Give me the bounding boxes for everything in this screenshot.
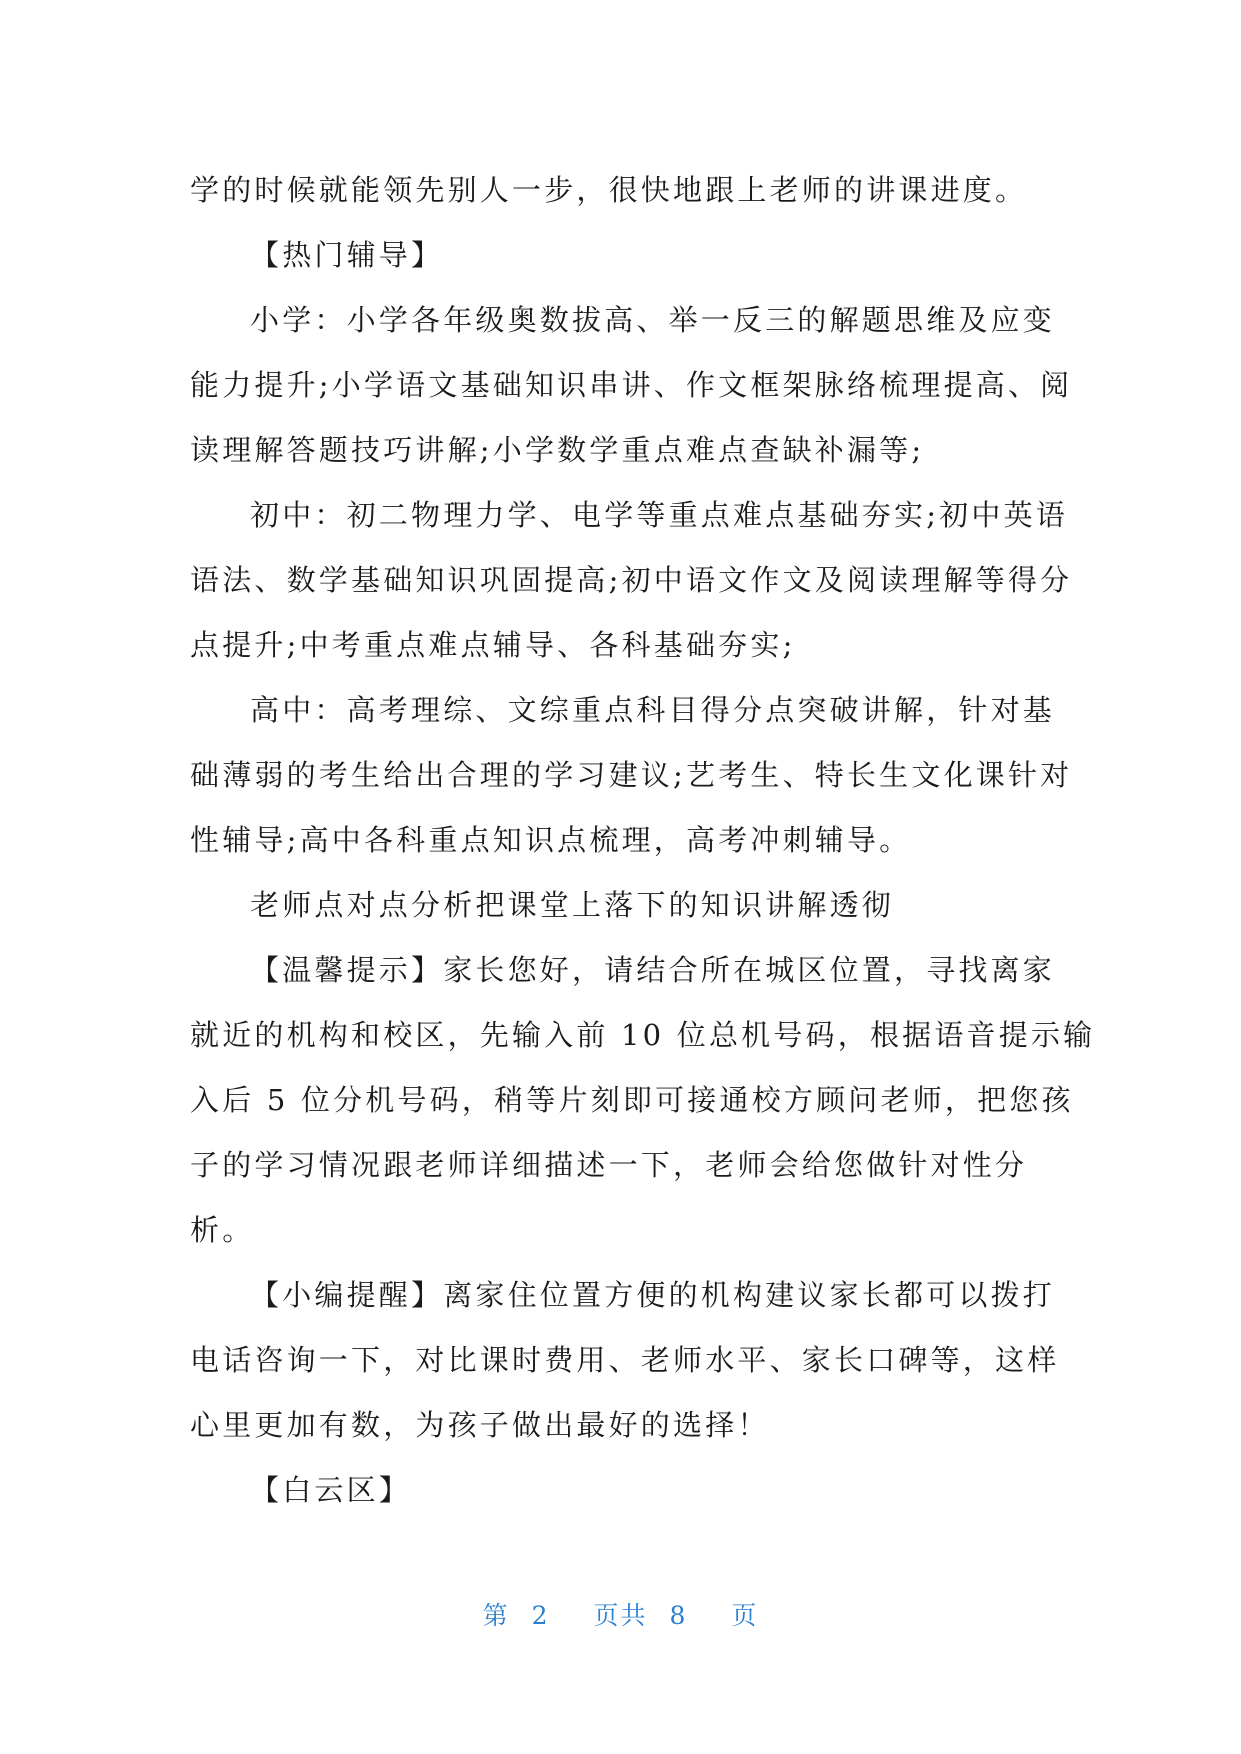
page-footer [0,1596,1241,1632]
paragraph-line: 入后 5 位分机号码，稍等片刻即可接通校方顾问老师，把您孩 [190,1083,1074,1117]
paragraph-line: 就近的机构和校区，先输入前 10 位总机号码，根据语音提示输 [190,1018,1096,1052]
footer-middle: 页共 [593,1601,648,1630]
paragraph-line: 老师点对点分析把课堂上落下的知识讲解透彻 [250,888,895,922]
paragraph-line: 【小编提醒】离家住位置方便的机构建议家长都可以拨打 [250,1278,1056,1312]
section-heading-baiyun: 【白云区】 [250,1473,412,1507]
footer-suffix: 页 [731,1601,759,1630]
section-heading-hot-tutoring: 【热门辅导】 [250,238,444,272]
paragraph-line: 能力提升;小学语文基础知识串讲、作文框架脉络梳理提高、阅 [190,368,1073,402]
paragraph-line: 心里更加有数，为孩子做出最好的选择！ [190,1408,770,1442]
paragraph-line: 小学：小学各年级奥数拔高、举一反三的解题思维及应变 [250,303,1056,337]
paragraph-line: 础薄弱的考生给出合理的学习建议;艺考生、特长生文化课针对 [190,758,1073,792]
footer-page-number: 2 [531,1601,550,1630]
footer-total-pages: 8 [669,1601,688,1630]
footer-prefix: 第 [482,1601,510,1630]
paragraph-line: 读理解答题技巧讲解;小学数学重点难点查缺补漏等; [190,433,925,467]
paragraph-line: 初中：初二物理力学、电学等重点难点基础夯实;初中英语 [250,498,1068,532]
paragraph-line: 点提升;中考重点难点辅导、各科基础夯实; [190,628,796,662]
paragraph-line: 析。 [190,1213,255,1247]
paragraph-line: 电话咨询一下，对比课时费用、老师水平、家长口碑等，这样 [190,1343,1060,1377]
paragraph-line: 【温馨提示】家长您好，请结合所在城区位置，寻找离家 [250,953,1056,987]
paragraph-line: 子的学习情况跟老师详细描述一下，老师会给您做针对性分 [190,1148,1028,1182]
body-text [190,158,1096,1523]
paragraph-line: 学的时候就能领先别人一步，很快地跟上老师的讲课进度。 [190,173,1028,207]
paragraph-line: 高中：高考理综、文综重点科目得分点突破讲解，针对基 [250,693,1056,727]
paragraph-line: 性辅导;高中各科重点知识点梳理，高考冲刺辅导。 [190,823,912,857]
paragraph-line: 语法、数学基础知识巩固提高;初中语文作文及阅读理解等得分 [190,563,1073,597]
